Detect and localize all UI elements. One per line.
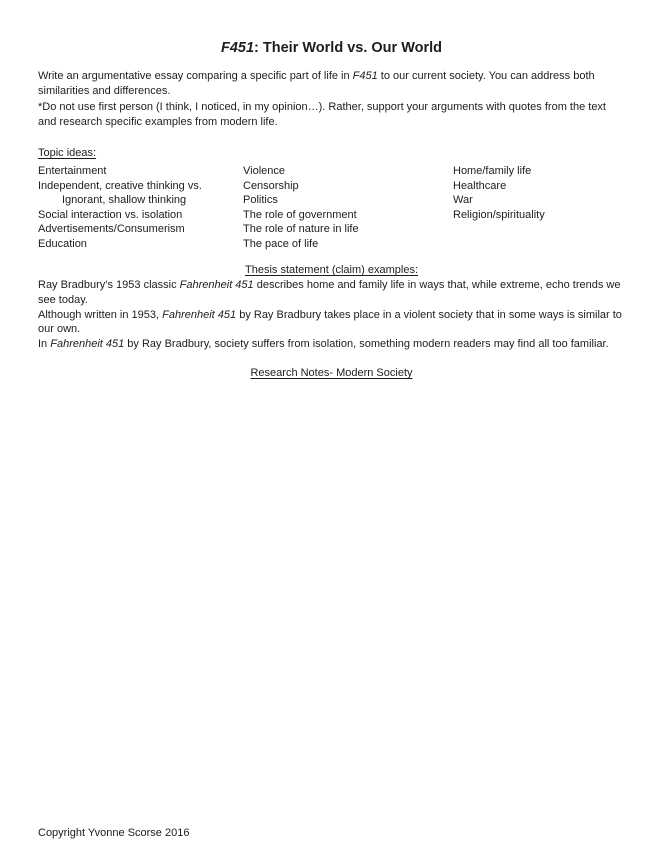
- thesis-example: [38, 308, 653, 338]
- topic-item: Politics: [243, 194, 278, 207]
- text-segment: by Ray Bradbury takes place in a violent society that in some ways is similar to: [236, 308, 622, 321]
- topic-ideas-list: [38, 164, 653, 256]
- topic-item: Home/family life: [453, 165, 532, 177]
- text-segment: describes home and family life in ways that, while extreme, echo trends we: [253, 279, 621, 291]
- topics-column-3: [453, 164, 545, 222]
- text-segment: Fahrenheit 451: [162, 308, 237, 321]
- research-notes-heading: Research Notes- Modern Society: [250, 367, 413, 379]
- topic-item: Religion/spirituality: [453, 208, 545, 221]
- topic-item: Independent, creative thinking vs.: [38, 179, 202, 192]
- topics-column-2: [243, 164, 359, 252]
- topic-item: The role of government: [243, 208, 357, 221]
- topic-item: The role of nature in life: [243, 223, 359, 236]
- text-segment: our own.: [38, 323, 81, 336]
- instructions-paragraph-2: [38, 100, 653, 131]
- topics-column-1: [38, 164, 202, 252]
- text-segment: to our current society. You can address both: [377, 70, 595, 82]
- text-segment: see today.: [38, 293, 88, 306]
- thesis-example: [38, 337, 653, 352]
- topic-item: Social interaction vs. isolation: [38, 208, 183, 221]
- topic-item: Entertainment: [38, 165, 107, 177]
- topic-item: The pace of life: [243, 237, 319, 250]
- text-segment: Write an argumentative essay comparing a specific part of life in: [38, 70, 353, 82]
- text-segment: Ray Bradbury’s 1953 classic: [38, 279, 180, 291]
- text-segment: Fahrenheit 451: [50, 338, 125, 351]
- topic-item: Education: [38, 237, 87, 250]
- thesis-example: [38, 278, 653, 308]
- page-title: [0, 39, 663, 57]
- topic-item: Violence: [243, 165, 285, 177]
- instructions-paragraph-1: [38, 69, 653, 100]
- text-segment: similarities and differences.: [38, 85, 171, 98]
- text-segment: by Ray Bradbury, society suffers from isolation, something modern readers may find all too familiar.: [124, 338, 609, 351]
- text-segment: In: [38, 338, 51, 351]
- text-segment: F451: [220, 40, 255, 56]
- copyright-text: Copyright Yvonne Scorse 2016: [38, 827, 190, 839]
- text-segment: F451: [352, 70, 378, 82]
- text-segment: and research specific examples from modern life.: [38, 115, 278, 128]
- text-segment: Although written in 1953,: [38, 308, 163, 321]
- topic-item: Advertisements/Consumerism: [38, 223, 185, 236]
- assignment-instructions: [38, 69, 653, 130]
- text-segment: : Their World vs. Our World: [254, 40, 443, 56]
- topic-item: Ignorant, shallow thinking: [62, 194, 187, 207]
- text-segment: *Do not use first person (I think, I noticed, in my opinion…). Rather, support your arguments with quotes from the text: [38, 100, 606, 113]
- thesis-examples-heading: Thesis statement (claim) examples:: [245, 264, 418, 276]
- topic-item: Healthcare: [453, 179, 507, 192]
- topic-ideas-heading: Topic ideas:: [38, 147, 97, 159]
- thesis-examples: [38, 278, 653, 352]
- research-notes-blank-area: [38, 385, 625, 815]
- topic-item: War: [453, 194, 473, 207]
- text-segment: Fahrenheit 451: [179, 279, 254, 291]
- topic-item: Censorship: [243, 179, 299, 192]
